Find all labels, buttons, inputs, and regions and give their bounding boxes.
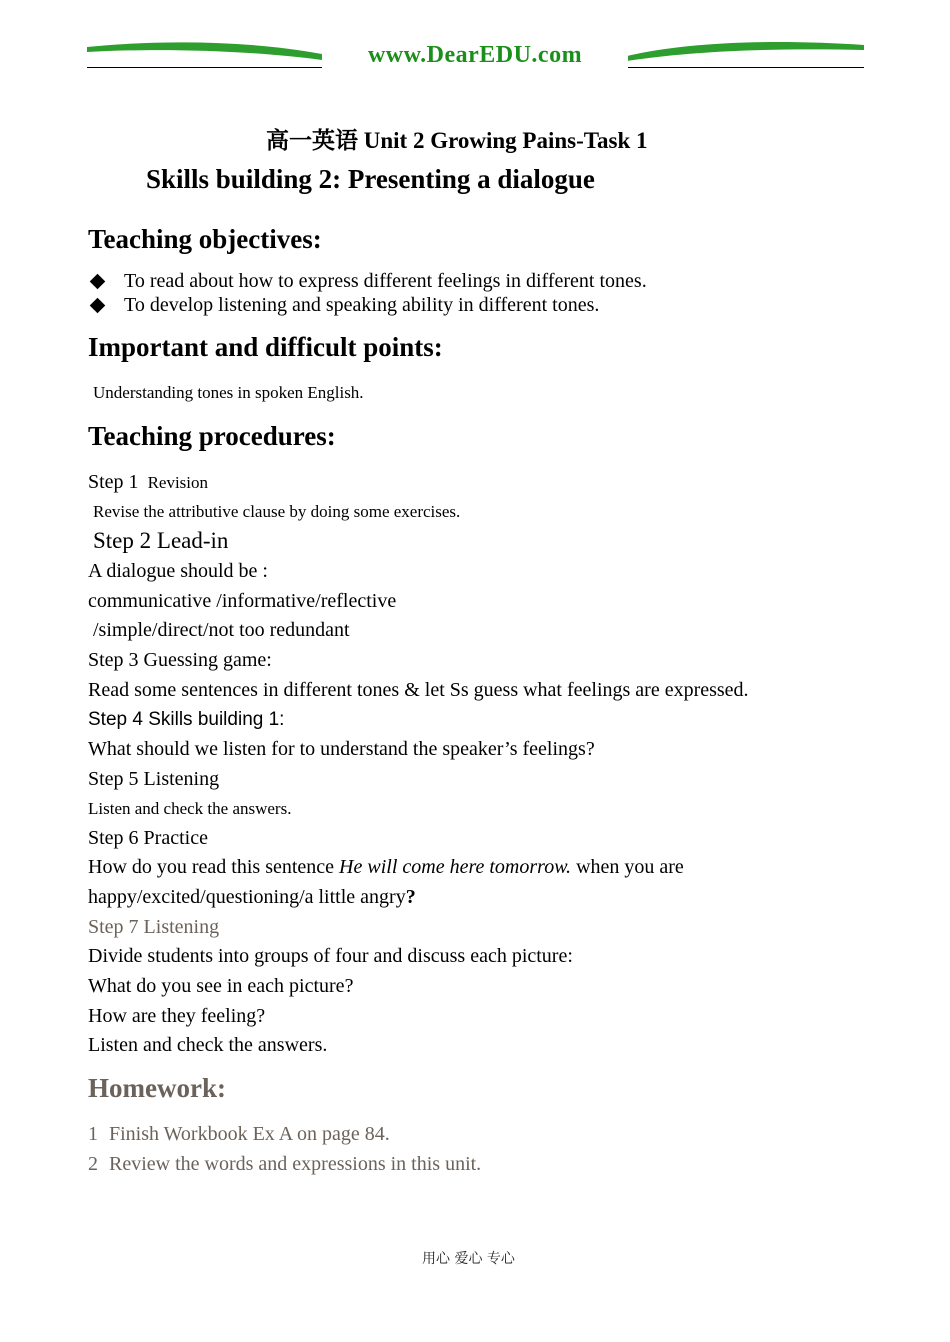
homework-item [88, 1153, 481, 1176]
site-logo-text[interactable]: www.DearEDU.com [322, 40, 628, 70]
step-6-tones: happy/excited/questioning/a little angry [88, 886, 406, 908]
homework-item-number: 2 [88, 1153, 98, 1175]
objective-text: To develop listening and speaking ability in different tones. [124, 294, 600, 316]
page-title: 高一英语 Unit 2 Growing Pains-Task 1 [266, 128, 648, 153]
step-1-text: Revise the attributive clause by doing some exercises. [93, 502, 461, 521]
step-6-question-mark: ? [405, 886, 416, 908]
objective-item [88, 270, 647, 293]
step-7: Step 7 Listening [88, 916, 220, 938]
step-4-text: What should we listen for to understand the speaker’s feelings? [88, 738, 595, 760]
step-6-line-2 [88, 886, 416, 909]
step-2-line-2: communicative /informative/reflective [88, 590, 397, 612]
homework-item-number: 1 [88, 1123, 98, 1145]
step-2-line-3: /simple/direct/not too redundant [93, 619, 350, 641]
step-6: Step 6 Practice [88, 827, 208, 849]
step-3-text: Read some sentences in different tones & let Ss guess what feelings are expressed. [88, 679, 749, 701]
step-5-text: Listen and check the answers. [88, 799, 292, 818]
points-text: Understanding tones in spoken English. [93, 383, 364, 402]
homework-item [88, 1123, 390, 1146]
objectives-heading: Teaching objectives: [88, 224, 322, 254]
points-heading: Important and difficult points: [88, 332, 443, 362]
step-3: Step 3 Guessing game: [88, 649, 272, 671]
objective-item [88, 294, 599, 317]
step-6-example-sentence: He will come here tomorrow. [339, 856, 572, 878]
step-5: Step 5 Listening [88, 768, 220, 790]
step-7-line-1: Divide students into groups of four and discuss each picture: [88, 945, 573, 967]
step-7-line-2: What do you see in each picture? [88, 975, 354, 997]
step-1 [88, 471, 208, 494]
step-2: Step 2 Lead-in [93, 528, 229, 553]
step-4: Step 4 Skills building 1: [88, 709, 285, 730]
objective-text: To read about how to express different feelings in different tones. [124, 270, 647, 292]
homework-item-text: Review the words and expressions in this unit. [109, 1153, 482, 1175]
page-footer: 用心 爱心 专心 [422, 1251, 515, 1267]
step-2-line-1: A dialogue should be : [88, 560, 268, 582]
procedures-heading: Teaching procedures: [88, 421, 336, 451]
homework-heading: Homework: [88, 1073, 226, 1103]
step-7-line-4: Listen and check the answers. [88, 1034, 328, 1056]
step-1-label: Step 1 [88, 471, 139, 493]
step-6-line-1 [88, 856, 684, 879]
step-7-line-3: How are they feeling? [88, 1005, 266, 1027]
diamond-bullet-icon [90, 298, 106, 314]
page-subtitle: Skills building 2: Presenting a dialogue [146, 164, 595, 194]
diamond-bullet-icon [90, 274, 106, 290]
homework-item-text: Finish Workbook Ex A on page 84. [109, 1123, 390, 1145]
step-6-prefix: How do you read this sentence [88, 856, 340, 878]
step-1-title: Revision [147, 473, 209, 492]
step-6-suffix: when you are [571, 856, 684, 878]
